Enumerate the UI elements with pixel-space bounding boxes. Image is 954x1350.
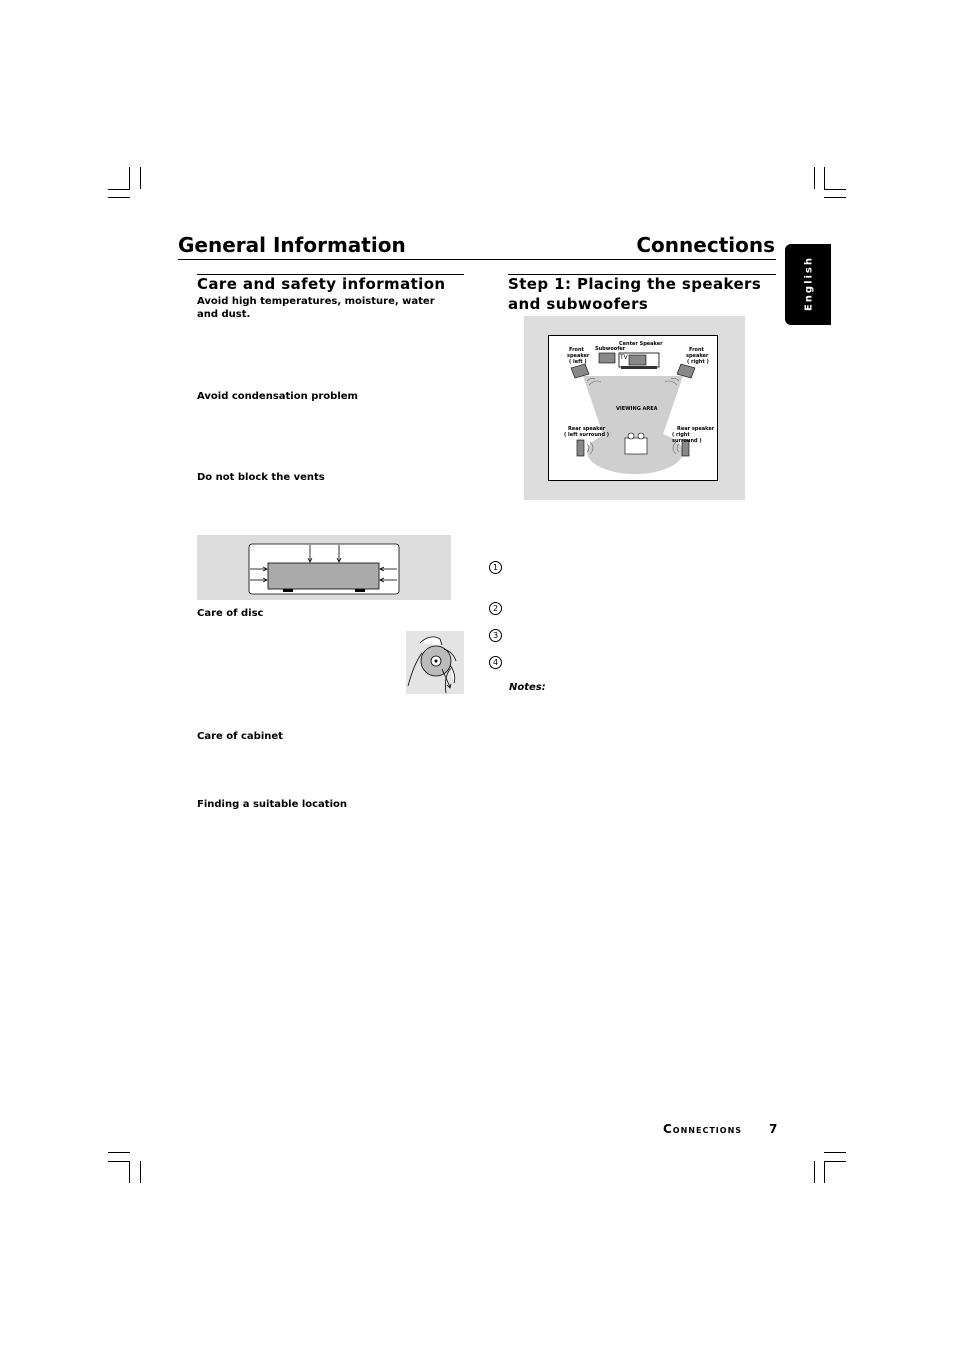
crop-mark	[108, 197, 130, 198]
label-viewing-area: VIEWING AREA	[616, 406, 658, 412]
crop-mark	[824, 167, 825, 189]
step-number-2: 2	[489, 602, 502, 615]
section-title-step1-line1: Step 1: Placing the speakers	[508, 275, 762, 293]
disc-care-illustration	[406, 631, 464, 694]
crop-mark	[824, 1161, 846, 1162]
diagram-frame	[548, 335, 718, 481]
subheading-temperature: Avoid high temperatures, moisture, water and dust.	[197, 296, 435, 320]
header-rule	[178, 259, 776, 260]
label-front-left-2: speaker	[567, 353, 590, 359]
subheading-vents: Do not block the vents	[197, 472, 325, 483]
notes-label: Notes:	[509, 682, 546, 693]
label-tv: TV	[620, 354, 628, 361]
label-front-right-1: Front	[689, 347, 704, 353]
label-front-right-2: speaker	[686, 353, 709, 359]
crop-mark	[824, 1161, 825, 1183]
page-number: 7	[769, 1122, 778, 1136]
crop-mark	[814, 1161, 815, 1183]
speaker-placement-diagram	[524, 316, 745, 500]
ventilation-diagram	[197, 535, 451, 600]
crop-mark	[108, 189, 130, 190]
page-title-right: Connections	[636, 233, 775, 257]
language-tab	[785, 244, 831, 325]
crop-mark	[824, 189, 846, 190]
label-center-speaker: Center Speaker	[619, 341, 663, 347]
label-rear-left-1: Rear speaker	[568, 426, 606, 432]
section-title-care: Care and safety information	[197, 275, 446, 293]
crop-mark	[824, 197, 846, 198]
subheading-cabinet: Care of cabinet	[197, 731, 283, 742]
label-rear-right-2: ( right surround )	[672, 432, 702, 444]
crop-mark	[824, 1152, 846, 1153]
ventilation-illustration	[197, 535, 451, 600]
section-title-step1-line2: and subwoofers	[508, 295, 649, 313]
crop-mark	[108, 1152, 130, 1153]
subheading-condensation: Avoid condensation problem	[197, 391, 358, 402]
footer-section-name: Connections	[663, 1122, 743, 1136]
language-tab-label: English	[803, 255, 815, 312]
step-number-4: 4	[489, 656, 502, 669]
disc-hand-icon	[406, 631, 464, 694]
step-number-1: 1	[489, 561, 502, 574]
crop-mark	[140, 1161, 141, 1183]
step-number-3: 3	[489, 629, 502, 642]
label-front-left-1: Front	[569, 347, 584, 353]
crop-mark	[129, 1161, 130, 1183]
page-title-left: General Information	[178, 233, 406, 257]
crop-mark	[129, 167, 130, 189]
crop-mark	[108, 1161, 130, 1162]
crop-mark	[140, 167, 141, 189]
crop-mark	[814, 167, 815, 189]
label-subwoofer: Subwoofer	[595, 346, 626, 352]
label-front-right-3: ( right )	[687, 359, 709, 365]
subheading-location: Finding a suitable location	[197, 799, 347, 810]
subheading-disc: Care of disc	[197, 608, 264, 619]
label-rear-left-2: ( left surround )	[564, 432, 610, 438]
label-front-left-3: ( left )	[569, 359, 587, 365]
label-rear-right-1: Rear speaker	[677, 426, 715, 432]
